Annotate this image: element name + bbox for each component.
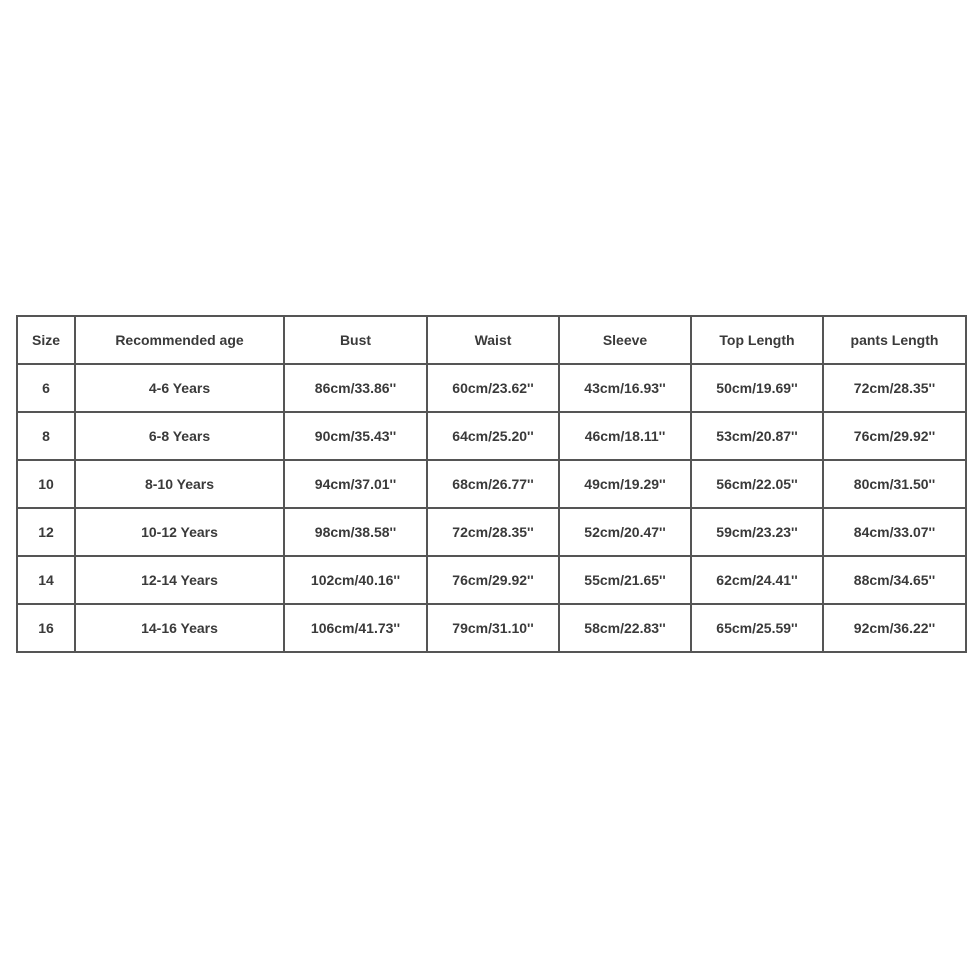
cell-recommended-age: 4-6 Years xyxy=(75,364,284,412)
cell-sleeve: 52cm/20.47'' xyxy=(559,508,691,556)
cell-waist: 72cm/28.35'' xyxy=(427,508,559,556)
cell-recommended-age: 8-10 Years xyxy=(75,460,284,508)
cell-pants-length: 92cm/36.22'' xyxy=(823,604,966,652)
table-row xyxy=(17,412,966,460)
cell-waist: 64cm/25.20'' xyxy=(427,412,559,460)
cell-bust: 98cm/38.58'' xyxy=(284,508,427,556)
header-waist: Waist xyxy=(427,316,559,364)
cell-top-length: 53cm/20.87'' xyxy=(691,412,823,460)
cell-waist: 76cm/29.92'' xyxy=(427,556,559,604)
table-row xyxy=(17,508,966,556)
cell-size: 14 xyxy=(17,556,75,604)
cell-recommended-age: 12-14 Years xyxy=(75,556,284,604)
cell-top-length: 56cm/22.05'' xyxy=(691,460,823,508)
cell-size: 8 xyxy=(17,412,75,460)
header-sleeve: Sleeve xyxy=(559,316,691,364)
cell-pants-length: 72cm/28.35'' xyxy=(823,364,966,412)
cell-sleeve: 46cm/18.11'' xyxy=(559,412,691,460)
cell-recommended-age: 6-8 Years xyxy=(75,412,284,460)
cell-top-length: 50cm/19.69'' xyxy=(691,364,823,412)
cell-bust: 94cm/37.01'' xyxy=(284,460,427,508)
cell-sleeve: 49cm/19.29'' xyxy=(559,460,691,508)
cell-pants-length: 84cm/33.07'' xyxy=(823,508,966,556)
header-recommended-age: Recommended age xyxy=(75,316,284,364)
header-top-length: Top Length xyxy=(691,316,823,364)
cell-waist: 60cm/23.62'' xyxy=(427,364,559,412)
size-chart-table xyxy=(16,315,967,653)
cell-top-length: 62cm/24.41'' xyxy=(691,556,823,604)
cell-top-length: 59cm/23.23'' xyxy=(691,508,823,556)
cell-pants-length: 88cm/34.65'' xyxy=(823,556,966,604)
header-pants-length: pants Length xyxy=(823,316,966,364)
header-row xyxy=(17,316,966,364)
cell-bust: 90cm/35.43'' xyxy=(284,412,427,460)
table-row xyxy=(17,556,966,604)
cell-top-length: 65cm/25.59'' xyxy=(691,604,823,652)
cell-size: 16 xyxy=(17,604,75,652)
cell-recommended-age: 14-16 Years xyxy=(75,604,284,652)
cell-size: 12 xyxy=(17,508,75,556)
table-row xyxy=(17,460,966,508)
cell-waist: 68cm/26.77'' xyxy=(427,460,559,508)
cell-size: 6 xyxy=(17,364,75,412)
cell-sleeve: 43cm/16.93'' xyxy=(559,364,691,412)
cell-bust: 102cm/40.16'' xyxy=(284,556,427,604)
cell-recommended-age: 10-12 Years xyxy=(75,508,284,556)
cell-waist: 79cm/31.10'' xyxy=(427,604,559,652)
cell-pants-length: 80cm/31.50'' xyxy=(823,460,966,508)
header-bust: Bust xyxy=(284,316,427,364)
cell-size: 10 xyxy=(17,460,75,508)
cell-pants-length: 76cm/29.92'' xyxy=(823,412,966,460)
cell-sleeve: 55cm/21.65'' xyxy=(559,556,691,604)
cell-sleeve: 58cm/22.83'' xyxy=(559,604,691,652)
header-size: Size xyxy=(17,316,75,364)
cell-bust: 86cm/33.86'' xyxy=(284,364,427,412)
table-row xyxy=(17,364,966,412)
table-row xyxy=(17,604,966,652)
cell-bust: 106cm/41.73'' xyxy=(284,604,427,652)
